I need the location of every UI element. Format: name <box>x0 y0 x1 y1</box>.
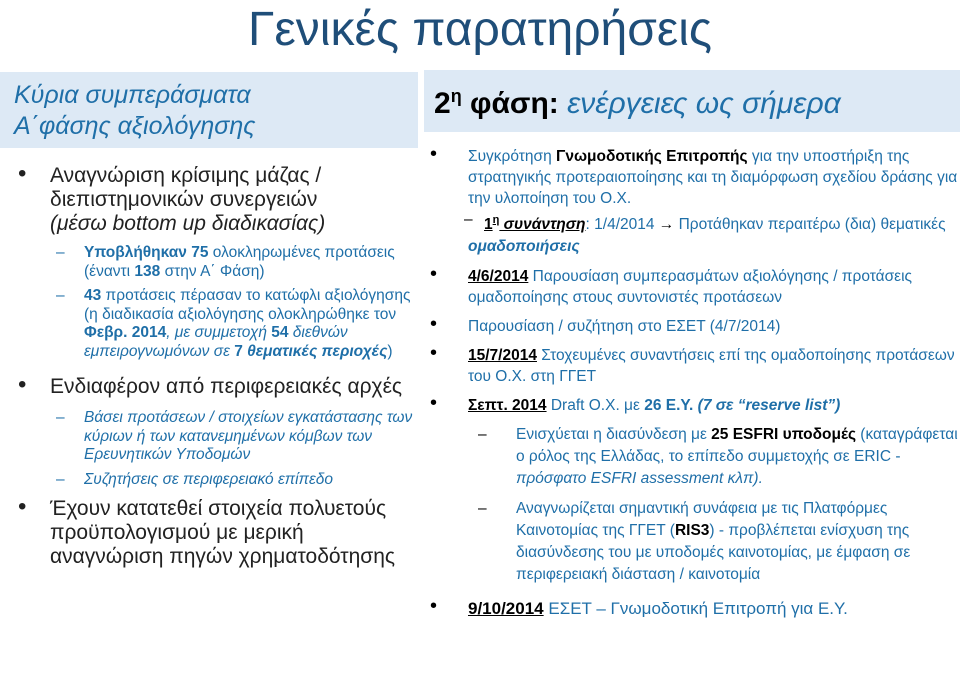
inline-text: προτάσεις πέρασαν το κατώφλι αξιολόγησης (η διαδικασία αξιολόγησης ολοκληρώθηκε τον <box>84 287 411 323</box>
inline-text: Παρουσίαση / συζήτηση στο ΕΣΕΤ (4/7/2014) <box>468 318 781 336</box>
arrow-right-icon: → <box>658 216 675 234</box>
list-item <box>0 493 418 569</box>
bullet-icon: • <box>430 392 438 415</box>
inline-text: ολοκληρωμένες προτάσεις (έναντι <box>84 244 395 280</box>
inline-text: Υποβλήθηκαν 75 <box>84 244 209 261</box>
inline-text: Draft Ο.Χ. με <box>546 397 645 415</box>
left-column <box>0 72 418 687</box>
inline-text: Αναγνωρίζεται σημαντική συνάφεια με τις Πλατφόρμες Καινοτομίας της ΓΓΕΤ ( <box>516 500 888 540</box>
inline-text: Παρουσίαση συμπερασμάτων αξιολόγησης / προτάσεις ομαδοποίησης στους συντονιστές προτάσεων <box>468 268 912 307</box>
dash-icon: – <box>56 409 65 426</box>
inline-text: 25 ESFRI υποδομές <box>711 426 856 444</box>
inline-text: για την υποστήριξη της στρατηγικής προτεραιοποίησης και τη διαμόρφωση σχεδίου δράσης για την υλοποίηση του Ο.Χ. <box>468 148 958 207</box>
list-item <box>424 342 960 387</box>
inline-text: συνάντηση <box>499 216 586 234</box>
left-heading-line1: Κύρια συμπεράσματα <box>14 81 251 109</box>
inline-text: 15/7/2014 <box>468 347 537 365</box>
list-item <box>424 392 960 416</box>
inline-text: διεθνών εμπειρογνωμόνων σε <box>84 324 348 360</box>
dash-icon: – <box>56 287 65 304</box>
inline-text: ομαδοποιήσεις <box>468 238 580 256</box>
inline-text: 4/6/2014 <box>468 268 529 286</box>
list-item <box>424 595 960 619</box>
right-heading <box>424 70 960 132</box>
dash-icon: – <box>56 470 65 488</box>
inline-text: Συγκρότηση <box>468 148 557 165</box>
left-bullet-list <box>0 160 418 569</box>
right-column <box>424 70 960 687</box>
bullet-icon: • <box>18 160 27 187</box>
inline-text: ΕΣΕΤ <box>543 599 597 619</box>
inline-text: 1 <box>484 216 493 234</box>
inline-text: : 1/4/2014 <box>585 216 659 234</box>
inline-text: 9/10/2014 <box>468 599 544 619</box>
list-item <box>424 424 960 490</box>
bullet-icon: • <box>430 342 438 365</box>
dash-icon: – <box>464 211 473 228</box>
inline-text: (7 σε “reserve list”) <box>693 397 841 415</box>
inline-text: ) <box>387 342 393 360</box>
inline-text: RIS3 <box>674 522 710 540</box>
list-item <box>0 409 418 465</box>
inline-text: – Γνωμοδοτική Επιτροπή για Ε.Υ. <box>596 599 848 619</box>
list-item <box>0 160 418 236</box>
inline-text: Συζητήσεις σε περιφερειακό επίπεδο <box>84 470 334 488</box>
list-item <box>424 498 960 586</box>
bullet-text: διεπιστημονικών συνεργειών <box>50 188 318 211</box>
list-item <box>424 143 960 209</box>
inline-text: Σεπτ. 2014 <box>468 397 547 415</box>
inline-text: 43 <box>84 287 102 304</box>
inline-text: η <box>492 214 500 226</box>
heading-phase: φάση: <box>461 87 559 120</box>
bullet-text: (μέσω bottom up διαδικασίας) <box>50 212 326 235</box>
inline-text: θεματικές περιοχές <box>242 342 388 360</box>
list-item <box>0 471 418 490</box>
list-item <box>424 263 960 308</box>
inline-text: πρόσφατο ESFRI assessment κλπ). <box>516 470 763 488</box>
inline-text: Στοχευμένες συναντήσεις επί της ομαδοποίησης προτάσεων του Ο.Χ. στη ΓΓΕΤ <box>468 347 955 386</box>
dash-icon: – <box>478 426 487 444</box>
inline-text: 7 <box>234 342 243 360</box>
left-heading-line2: Α΄φάσης αξιολόγησης <box>14 112 256 140</box>
list-item <box>424 209 960 258</box>
inline-text: ) - προβλέπεται ενίσχυση της διασύνδεσης του με υποδομές καινοτομίας, με έμφαση σε περιφερειακή διάσταση / καινοτομία <box>516 522 911 584</box>
heading-number: 2 <box>434 87 451 120</box>
inline-text: στην Α΄ Φάση) <box>160 262 265 280</box>
right-bullet-list <box>424 143 960 619</box>
inline-text: (καταγράφεται ο ρόλος της Ελλάδας, το επίπεδο συμμετοχής σε ERIC - <box>516 426 958 466</box>
heading-sup: η <box>450 86 462 106</box>
inline-text: Γνωμοδοτικής Επιτροπής <box>556 148 748 165</box>
bullet-icon: • <box>18 493 27 520</box>
bullet-text: Αναγνώριση κρίσιμης μάζας / <box>50 164 322 187</box>
bullet-icon: • <box>430 313 438 336</box>
dash-icon: – <box>478 500 487 518</box>
inline-text: 54 <box>271 324 289 341</box>
inline-text: Βάσει προτάσεων / στοιχείων εγκατάστασης των κύριων ή των κατανεμημένων κόμβων των Ερευνητικών Υποδομών <box>84 409 413 463</box>
heading-subtitle: ενέργειες ως σήμερα <box>558 87 841 120</box>
inline-text: Προτάθηκαν περαιτέρω (δια) θεματικές <box>674 216 946 234</box>
inline-text: Φεβρ. 2014 <box>84 324 167 341</box>
inline-text: Ενισχύεται η διασύνδεση με <box>516 426 712 444</box>
bullet-text: Έχουν κατατεθεί στοιχεία πολυετούς προϋπολογισμού με μερική αναγνώριση πηγών χρηματοδότησης <box>50 497 396 568</box>
bullet-text: Ενδιαφέρον από περιφερειακές αρχές <box>50 375 403 398</box>
inline-text: , με συμμετοχή <box>166 324 272 341</box>
inline-text: 138 <box>134 262 161 280</box>
list-item <box>0 371 418 399</box>
list-item <box>424 313 960 337</box>
list-item <box>0 287 418 361</box>
bullet-icon: • <box>18 371 27 398</box>
slide-title: Γενικές παρατηρήσεις <box>247 3 713 56</box>
bullet-icon: • <box>430 595 438 618</box>
dash-icon: – <box>56 244 65 261</box>
list-item <box>0 244 418 281</box>
left-heading <box>0 72 418 148</box>
bullet-icon: • <box>430 263 438 286</box>
bullet-icon: • <box>430 143 438 165</box>
inline-text: 26 Ε.Υ. <box>644 397 694 415</box>
